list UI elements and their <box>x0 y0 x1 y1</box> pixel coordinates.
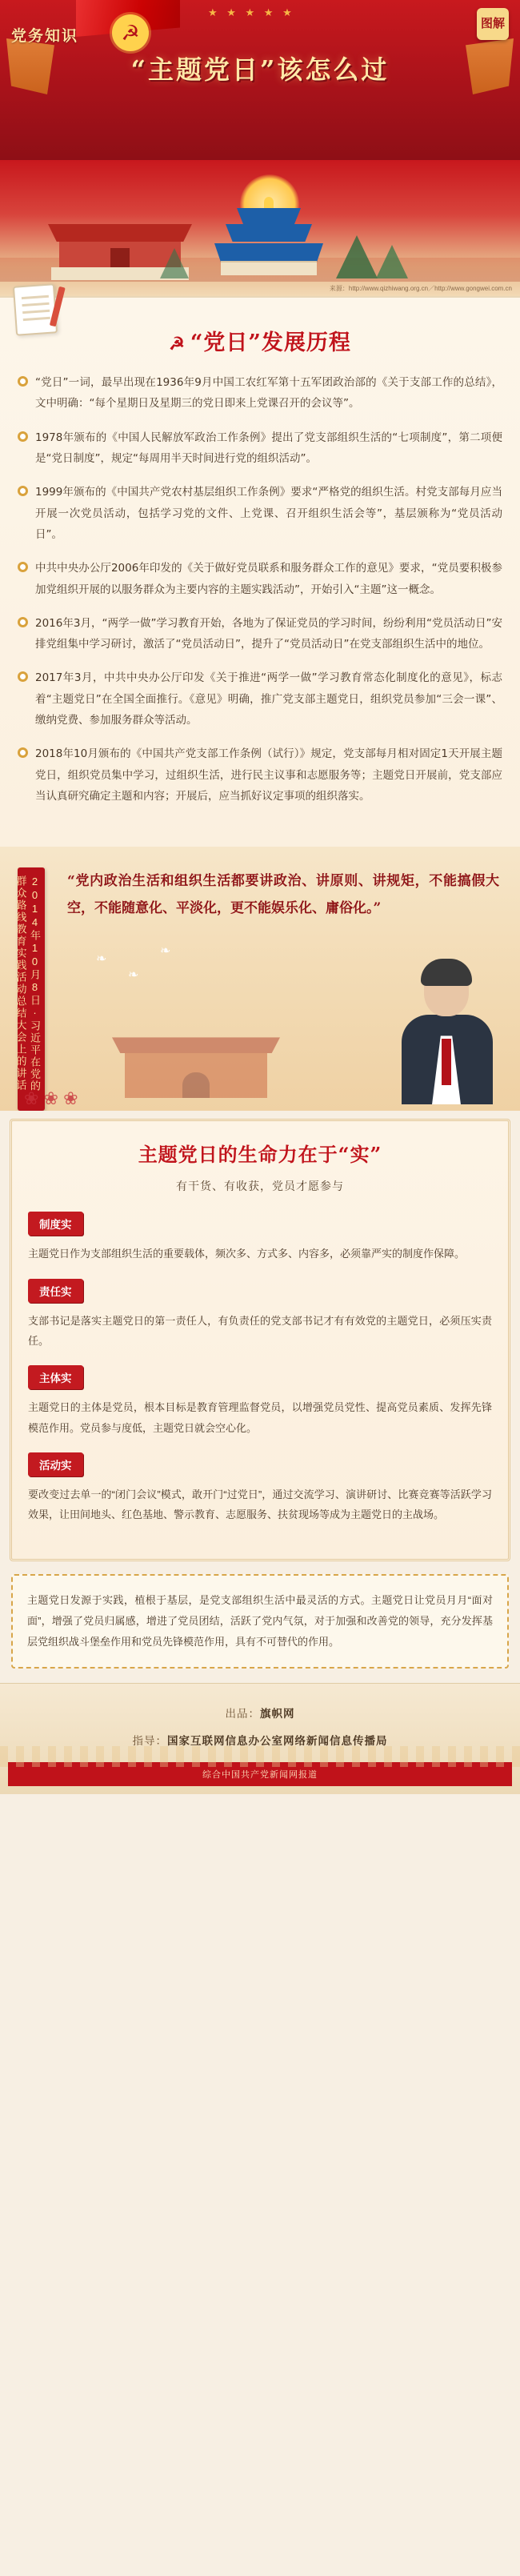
temple-illustration <box>0 160 520 296</box>
vitality-block <box>28 1212 492 1264</box>
bullet-icon <box>18 562 28 572</box>
history-section <box>0 296 520 847</box>
list-item <box>18 613 502 655</box>
bullet-icon <box>18 431 28 442</box>
quote-text: “党内政治生活和组织生活都要讲政治、讲原则、讲规矩，不能搞假大空，不能随意化、平淡化，更不能娱乐化、庸俗化。” <box>67 873 499 917</box>
block-tag: 责任实 <box>28 1279 83 1303</box>
vitality-block <box>28 1279 492 1352</box>
pen-icon <box>50 286 66 327</box>
bullet-icon <box>18 376 28 387</box>
block-text: 支部书记是落实主题党日的第一责任人，有负责任的党支部书记才有有效党的主题党日，必须压实责任。 <box>28 1314 492 1347</box>
pine-tree-icon <box>336 235 378 278</box>
block-tag: 制度实 <box>28 1212 83 1236</box>
bullet-icon <box>18 747 28 758</box>
footer-bar: 综合中国共产党新闻网报道 <box>8 1762 512 1786</box>
list-item <box>18 482 502 545</box>
tiananmen-gate-shape <box>112 1037 280 1111</box>
list-item-text: “党日”一词，最早出现在1936年9月中国工农红军第十五军团政治部的《关于支部工作的总结》，文中明确：“每个星期日及星期三的党日即来上党课召开的会议等”。 <box>35 376 502 411</box>
stars-decoration: ★ ★ ★ ★ ★ <box>208 6 295 18</box>
list-item <box>18 667 502 731</box>
list-item <box>18 372 502 415</box>
vitality-section <box>10 1119 510 1560</box>
list-item <box>18 558 502 600</box>
notebook-icon <box>13 283 58 335</box>
bullet-icon <box>18 671 28 682</box>
vitality-block <box>28 1452 492 1525</box>
illustration-badge: 图解 <box>477 8 509 40</box>
guide-value: 国家互联网信息办公室网络新闻信息传播局 <box>167 1734 388 1747</box>
list-item-text: 2018年10月颁布的《中国共产党支部工作条例（试行）》规定，党支部每月相对固定1天开展主题党日，组织党员集中学习，过组织生活，进行民主议事和志愿服务等；主题党日开展前，党支部应当认真研究确定主题和内容；开展后，应当抓好议定事项的组织落实。 <box>35 747 502 803</box>
block-text: 要改变过去单一的“闭门会议”模式，敢开门“过党日”，通过交流学习、演讲研讨、比赛竞赛等活跃学习效果，让田间地头、红色基地、警示教育、志愿服务、扶贫现场等成为主题党日的主战场。 <box>28 1488 492 1521</box>
list-item-text: 1999年颁布的《中国共产党农村基层组织工作条例》要求“严格党的组织生活。村党支部每月应当开展一次党员活动，包括学习党的文件、上党课、召开组织生活会等”，基层颁称为“党员活动日”。 <box>35 486 502 541</box>
block-text: 主题党日的主体是党员，根本目标是教育管理监督党员，以增强党员党性、提高党员素质、发挥先锋模范作用。党员参与度低，主题党日就会空心化。 <box>28 1401 492 1434</box>
page-title-wrap <box>0 50 520 86</box>
bullet-icon <box>18 486 28 496</box>
vitality-section-title: 主题党日的生命力在于“实” <box>138 1143 382 1167</box>
page-title: “主题党日”该怎么过 <box>130 54 390 85</box>
history-section-title <box>18 325 502 356</box>
flowers-decoration: ❀ ❀ ❀ <box>24 1088 78 1109</box>
list-item <box>18 427 502 470</box>
quote-section: 2014年10月8日·习近平在党的群众路线教育实践活动总结大会上的讲话 “党内政治生活和组织生活都要讲政治、讲原则、讲规矩，不能搞假大空，不能随意化、平淡化，更不能娱乐化、庸俗化。” ❧ ❧ ❧ ❀ ❀ ❀ <box>0 847 520 1111</box>
vitality-section-subtitle: 有干货、有收获，党员才愿参与 <box>176 1180 344 1193</box>
footer-decoration <box>0 1746 520 1767</box>
category-label: 党务知识 <box>11 28 79 45</box>
page-header <box>0 0 520 160</box>
block-tag: 活动实 <box>28 1452 83 1476</box>
page-footer <box>0 1683 520 1794</box>
producer-label: 出品： <box>225 1707 260 1720</box>
bullet-icon <box>18 617 28 627</box>
block-tag: 主体实 <box>28 1365 83 1389</box>
pine-tree-icon <box>160 248 189 278</box>
quote-attribution: 2014年10月8日·习近平在党的群众路线教育实践活动总结大会上的讲话 <box>18 867 45 1111</box>
source-note: 来源：http://www.qizhiwang.org.cn／http://www.gongwei.com.cn <box>329 285 512 292</box>
sickle-hammer-icon: ☭ <box>169 334 186 355</box>
guide-line <box>8 1732 512 1748</box>
list-item <box>18 743 502 807</box>
list-item-text: 2016年3月，“两学一做”学习教育开始，各地为了保证党员的学习时间，纷纷利用“党员活动日”安排党组集中学习研讨，激活了“党员活动日”，提升了“党员活动日”在党支部组织生活中的地位。 <box>35 616 502 651</box>
temple-of-heaven-shape <box>214 203 323 275</box>
guide-label: 指导： <box>132 1734 167 1747</box>
list-item-text: 1978年颁布的《中国人民解放军政治工作条例》提出了党支部组织生活的“七项制度”，第二项便是“党日制度”，规定“每周用半天时间进行党的组织活动”。 <box>35 431 502 465</box>
producer-line <box>8 1705 512 1721</box>
list-item-text: 中共中央办公厅2006年印发的《关于做好党员联系和服务群众工作的意见》要求，“党员要积极参加党组织开展的以服务群众为主要内容的主题实践活动”，开始引入“主题”这一概念。 <box>35 562 502 596</box>
portrait-illustration <box>387 952 507 1104</box>
list-item-text: 2017年3月，中共中央办公厅印发《关于推进“两学一做”学习教育常态化制度化的意见》，标志着“主题党日”在全国全面推行。《意见》明确，推广党支部主题党日，组织党员参加“三会一课”、缴纳党费、参加服务群众等活动。 <box>35 671 502 727</box>
producer-value: 旗帜网 <box>260 1707 295 1720</box>
summary-box: 主题党日发源于实践，植根于基层，是党支部组织生活中最灵活的方式。主题党日让党员月月“面对面”，增强了党员归属感，增进了党员团结，活跃了党内气氛，对于加强和改善党的领导，充分发挥基层党组织战斗堡垒作用和党员先锋模范作用，具有不可替代的作用。 <box>11 1574 509 1669</box>
party-emblem-icon: ☭ <box>112 14 149 51</box>
vitality-block <box>28 1365 492 1438</box>
history-title-text: “党日”发展历程 <box>190 331 351 355</box>
pine-tree-icon <box>376 245 408 278</box>
block-text: 主题党日作为支部组织生活的重要载体，频次多、方式多、内容多，必须靠严实的制度作保障。 <box>28 1248 466 1260</box>
